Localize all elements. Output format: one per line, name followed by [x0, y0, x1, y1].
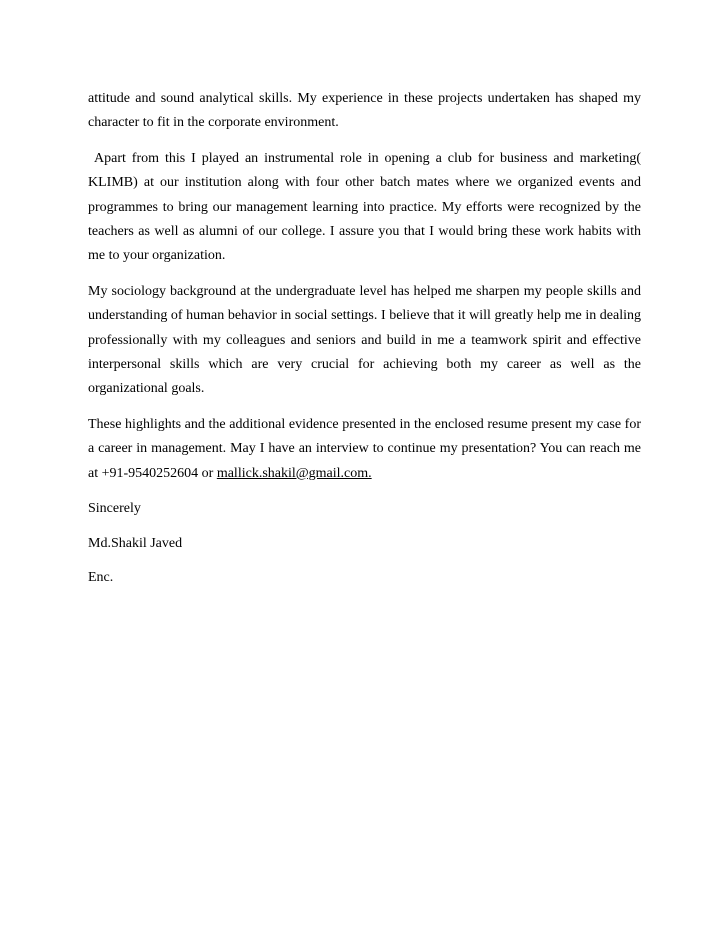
- contact-text: These highlights and the additional evidence presented in the enclosed resume present my case for a career in management. May I have an interview to continue my presentation? You can reach me at +91-9540252604 or: [88, 416, 641, 481]
- enclosure-note: Enc.: [88, 569, 114, 585]
- email-link[interactable]: mallick.shakil@gmail.com.: [216, 465, 372, 481]
- paragraph-sociology: My sociology background at the undergraduate level has helped me sharpen my people skills and understanding of human behavior in social settings. I believe that it will greatly help me in dealing professionally with my colleagues and seniors and build in me a teamwork spirit and effective interpersonal skills which are very crucial for achieving both my career as well as the organizational goals.: [88, 283, 641, 397]
- paragraph-contact: [88, 413, 641, 486]
- letter-body: [88, 87, 641, 600]
- paragraph-club: Apart from this I played an instrumental role in opening a club for business and marketing( KLIMB) at our institution along with four other batch mates where we organized events and programmes to bring our management learning into practice. My efforts were recognized by the teachers as well as alumni of our college. I assure you that I would bring these work habits with me to your organization.: [88, 150, 641, 264]
- paragraph-experience: attitude and sound analytical skills. My experience in these projects undertaken has shaped my character to fit in the corporate environment.: [88, 91, 641, 131]
- closing: Sincerely: [88, 501, 141, 517]
- signature-name: Md.Shakil Javed: [88, 535, 183, 551]
